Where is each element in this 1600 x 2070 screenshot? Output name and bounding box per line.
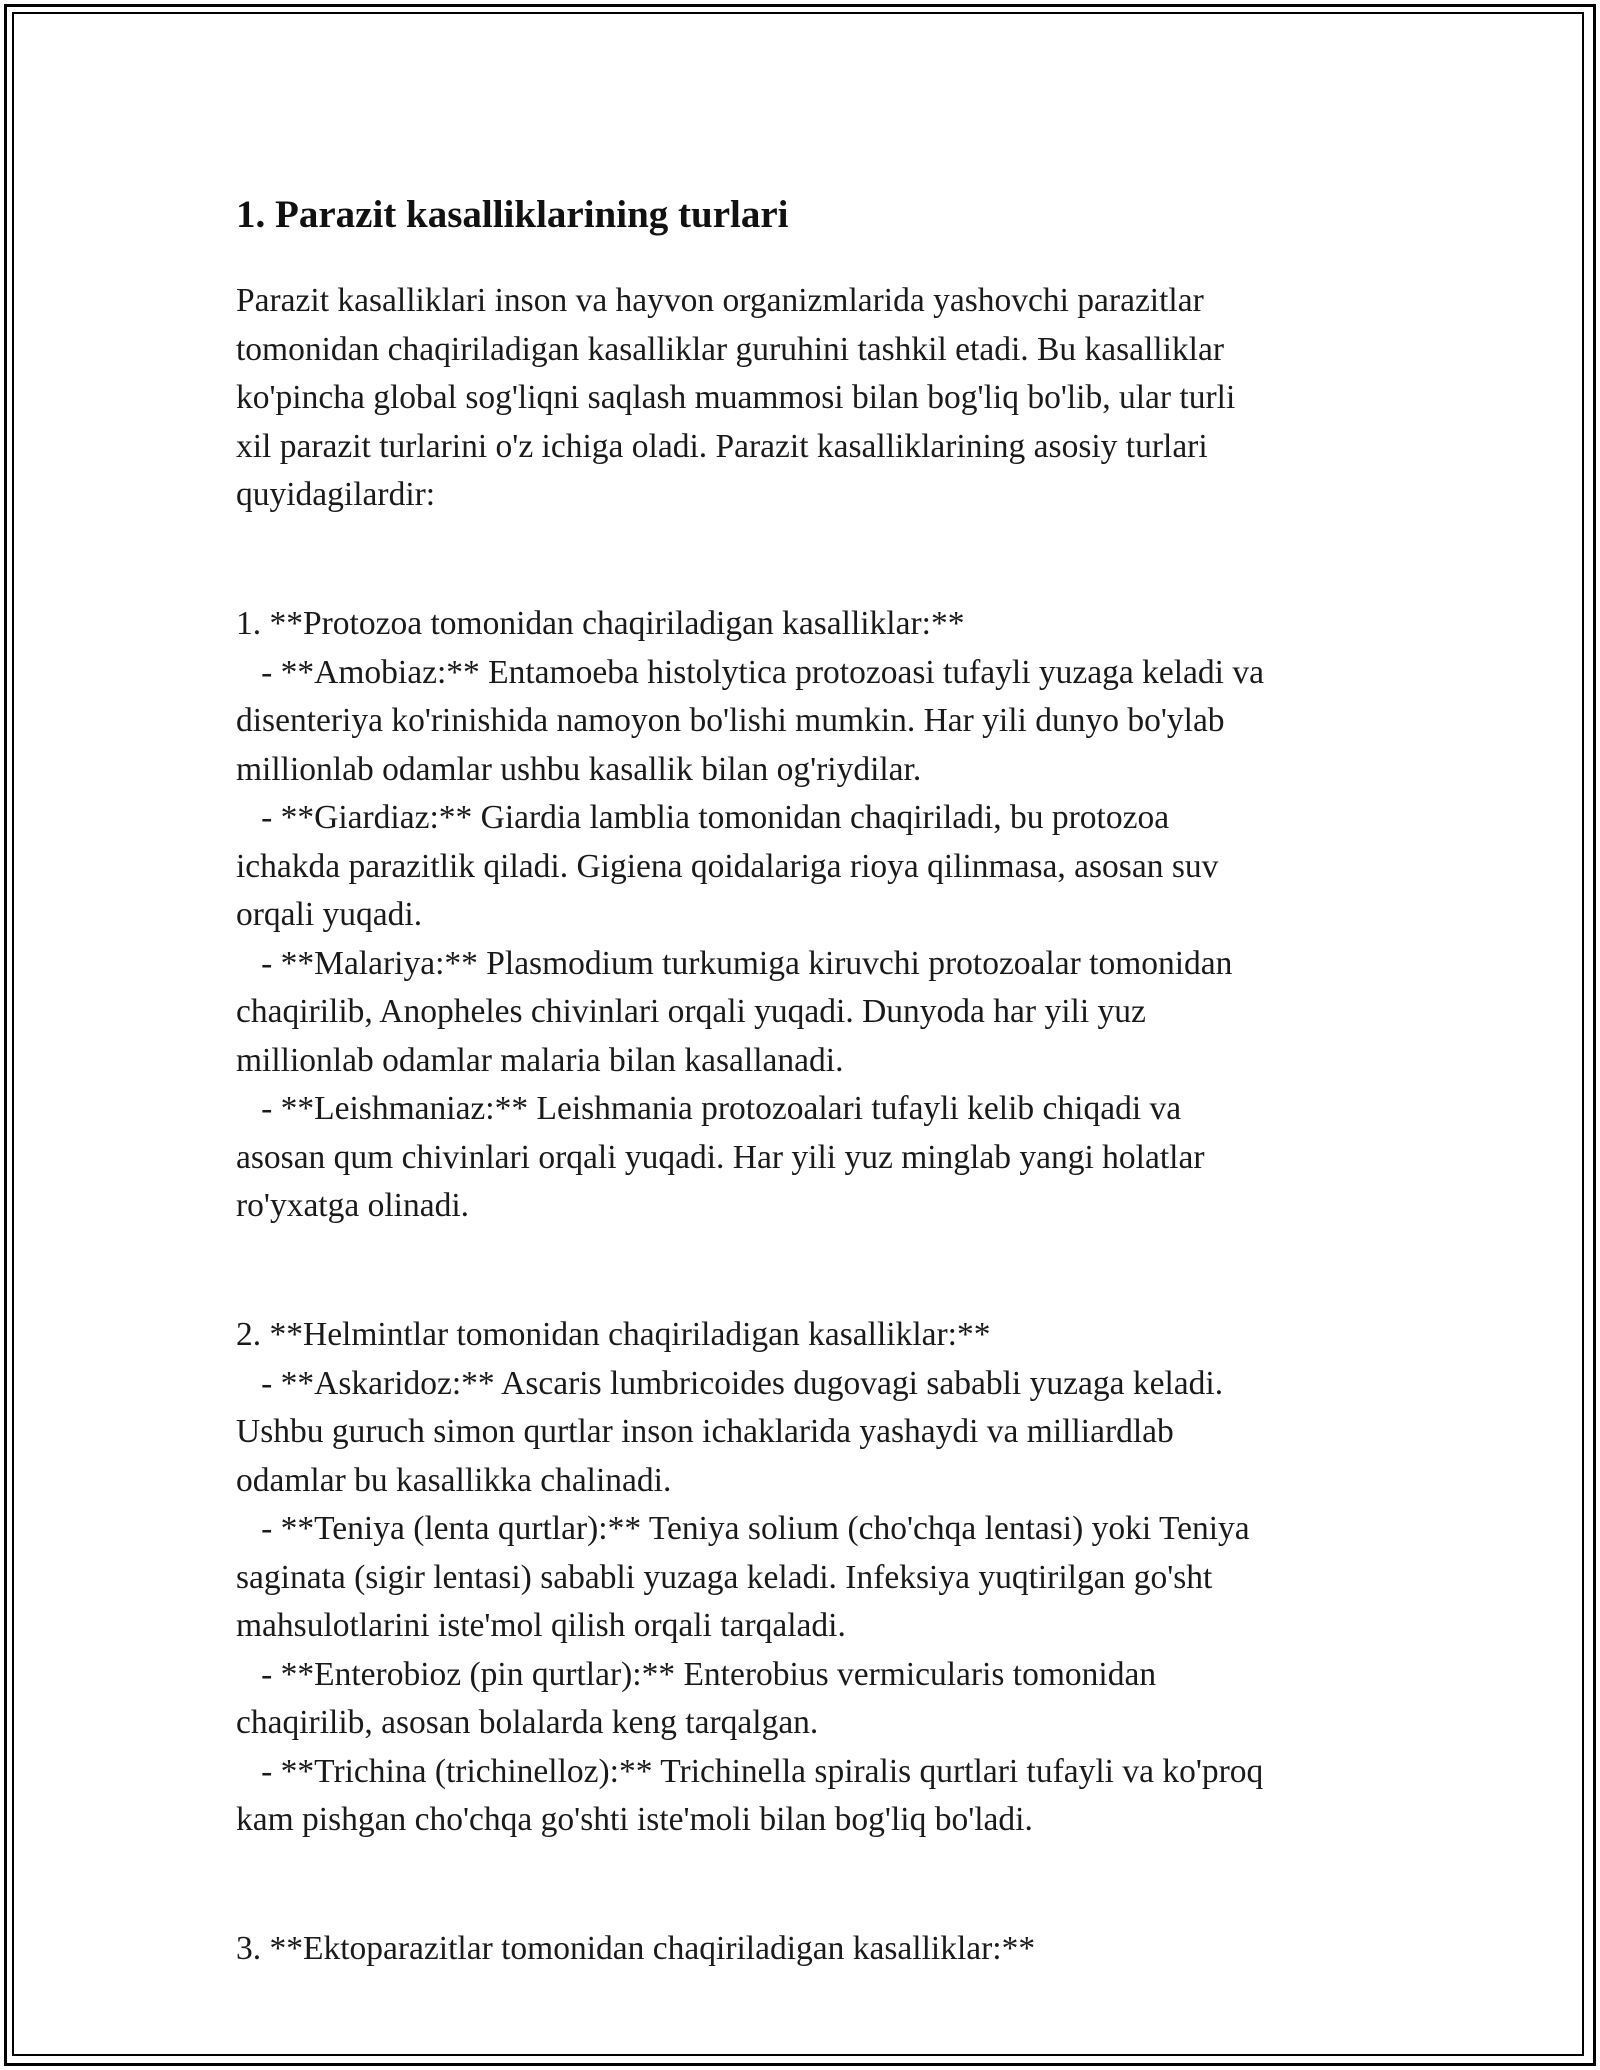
text-line: saginata (sigir lentasi) sababli yuzaga keladi. Infeksiya yuqtirilgan go'sht xyxy=(236,1558,1213,1596)
text-line: mahsulotlarini iste'mol qilish orqali tarqaladi. xyxy=(236,1607,846,1644)
blank-line xyxy=(236,1861,1416,1910)
text-line: chaqirilib, asosan bolalarda keng tarqalgan. xyxy=(236,1704,819,1741)
text-line: - **Teniya (lenta qurtlar):** Teniya solium (cho'chqa lentasi) yoki Teniya xyxy=(236,1510,1250,1547)
text-line: 2. **Helmintlar tomonidan chaqiriladigan kasalliklar:** xyxy=(236,1316,991,1353)
text-line: - **Giardiaz:** Giardia lamblia tomonidan chaqiriladi, bu protozoa xyxy=(236,799,1170,836)
text-line: xil parazit turlarini o'z ichiga oladi. Parazit kasalliklarining asosiy turlari xyxy=(236,427,1208,465)
document-body xyxy=(236,183,1416,1974)
text-line: - **Enterobioz (pin qurtlar):** Enterobius vermicularis tomonidan xyxy=(236,1655,1157,1693)
document-text xyxy=(236,277,1416,1974)
text-line: odamlar bu kasallikka chalinadi. xyxy=(236,1461,672,1499)
section-heading: 1. Parazit kasalliklarining turlari xyxy=(236,193,789,236)
text-line: millionlab odamlar ushbu kasallik bilan og'riydilar. xyxy=(236,750,922,788)
text-line: - **Trichina (trichinelloz):** Trichinella spiralis qurtlari tufayli va ko'proq xyxy=(236,1752,1264,1790)
text-line: - **Askaridoz:** Ascaris lumbricoides dugovagi sababli yuzaga keladi. xyxy=(236,1364,1224,1402)
text-line: 3. **Ektoparazitlar tomonidan chaqiriladigan kasalliklar:** xyxy=(236,1930,1036,1967)
text-line: 1. **Protozoa tomonidan chaqiriladigan kasalliklar:** xyxy=(236,605,965,642)
text-line: Ushbu guruch simon qurtlar inson ichaklarida yashaydi va milliardlab xyxy=(236,1413,1174,1450)
text-line: - **Leishmaniaz:** Leishmania protozoalari tufayli kelib chiqadi va xyxy=(236,1090,1182,1127)
text-line: chaqirilib, Anopheles chivinlari orqali yuqadi. Dunyoda har yili yuz xyxy=(236,993,1146,1030)
text-line: Parazit kasalliklari inson va hayvon organizmlarida yashovchi parazitlar xyxy=(236,282,1204,319)
text-line: ko'pincha global sog'liqni saqlash muammosi bilan bog'liq bo'lib, ular turli xyxy=(236,379,1236,416)
blank-line xyxy=(236,1247,1416,1296)
text-line: asosan qum chivinlari orqali yuqadi. Har yili yuz minglab yangi holatlar xyxy=(236,1138,1205,1176)
text-line: ichakda parazitlik qiladi. Gigiena qoidalariga rioya qilinmasa, asosan suv xyxy=(236,847,1219,885)
text-line: - **Malariya:** Plasmodium turkumiga kiruvchi protozoalar tomonidan xyxy=(236,944,1233,982)
text-line: millionlab odamlar malaria bilan kasallanadi. xyxy=(236,1041,844,1079)
blank-line xyxy=(236,536,1416,585)
text-line: kam pishgan cho'chqa go'shti iste'moli bilan bog'liq bo'ladi. xyxy=(236,1801,1033,1838)
text-line: - **Amobiaz:** Entamoeba histolytica protozoasi tufayli yuzaga keladi va xyxy=(236,653,1264,691)
text-line: disenteriya ko'rinishida namoyon bo'lishi mumkin. Har yili dunyo bo'ylab xyxy=(236,702,1225,739)
text-line: ro'yxatga olinadi. xyxy=(236,1187,470,1224)
text-line: tomonidan chaqiriladigan kasalliklar guruhini tashkil etadi. Bu kasalliklar xyxy=(236,330,1225,368)
text-line: orqali yuqadi. xyxy=(236,896,423,933)
text-line: quyidagilardir: xyxy=(236,476,436,513)
